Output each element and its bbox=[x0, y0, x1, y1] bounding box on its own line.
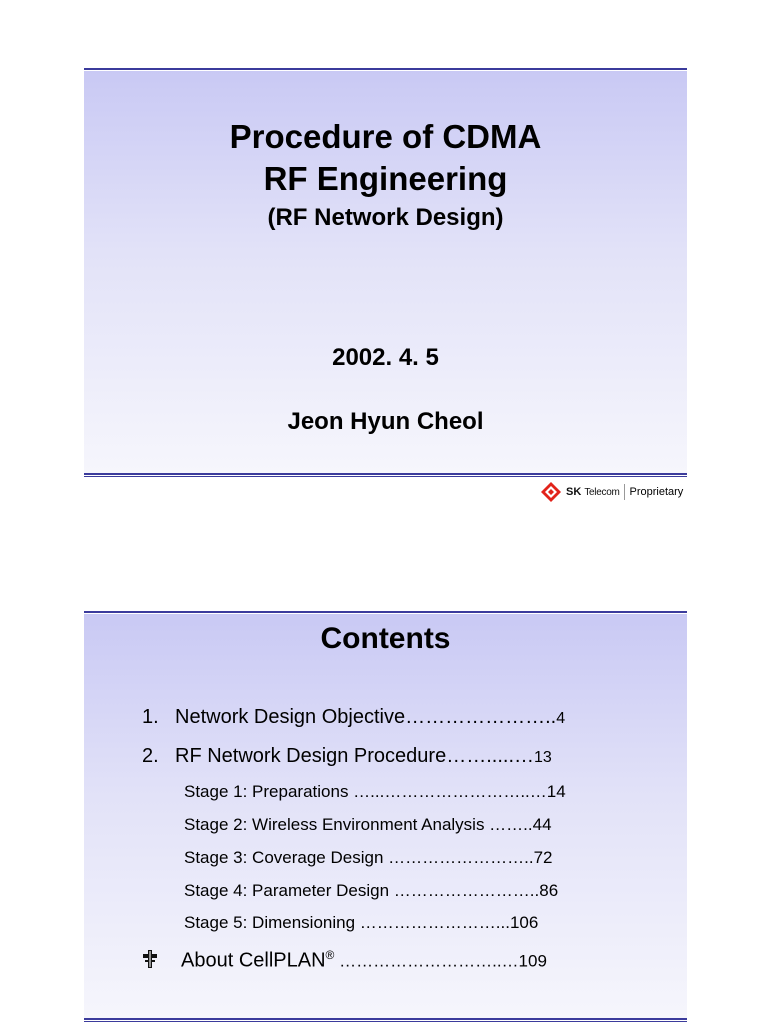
toc-subitem-page: 72 bbox=[533, 848, 553, 867]
toc-item-page: 13 bbox=[534, 749, 552, 766]
toc-item-1 bbox=[142, 706, 566, 729]
toc-item-label: RF Network Design Procedure bbox=[175, 745, 447, 767]
title-slide bbox=[84, 71, 687, 474]
cross-bullet-icon bbox=[142, 950, 158, 968]
subtitle: (RF Network Design) bbox=[267, 204, 504, 231]
toc-item-dots: ………………….. bbox=[405, 706, 557, 728]
logo-separator bbox=[624, 484, 625, 500]
toc-subitem-page: 106 bbox=[509, 913, 539, 932]
contents-title: Contents bbox=[320, 622, 451, 655]
title-line-2: RF Engineering bbox=[263, 160, 508, 197]
registered-mark: ® bbox=[325, 948, 335, 962]
toc-item-2 bbox=[142, 745, 552, 768]
toc-item-number: 2. bbox=[142, 745, 159, 767]
logo-text bbox=[566, 486, 619, 498]
toc-subitem-page: 14 bbox=[546, 782, 566, 801]
toc-item-dots: …….....… bbox=[446, 745, 535, 767]
toc-subitem-label: Stage 4: Parameter Design …………………….. bbox=[184, 881, 540, 900]
toc-item-label: Network Design Objective bbox=[175, 706, 406, 728]
toc-item-number: 1. bbox=[142, 706, 159, 728]
toc-subitem-label: Stage 3: Coverage Design …………………….. bbox=[184, 848, 534, 867]
toc-subitem-page: 44 bbox=[532, 815, 552, 834]
toc-subitem-label: Stage 5: Dimensioning ……………………... bbox=[184, 913, 510, 932]
title-line-1: Procedure of CDMA bbox=[229, 118, 542, 155]
proprietary-label: Proprietary bbox=[629, 486, 684, 498]
toc-item-page: 4 bbox=[556, 710, 566, 727]
toc-subitem-2 bbox=[184, 815, 552, 835]
toc-about-dots: ………………………..… bbox=[334, 951, 519, 971]
toc-subitem-1 bbox=[184, 782, 566, 802]
toc-subitem-5 bbox=[184, 913, 538, 933]
toc-subitem-label: Stage 2: Wireless Environment Analysis …….. bbox=[184, 815, 533, 834]
toc-about-page: 109 bbox=[518, 951, 547, 971]
toc-about-label: About CellPLAN bbox=[181, 949, 326, 972]
logo-sk: SK bbox=[566, 486, 582, 498]
bottom-rule-slide1 bbox=[84, 473, 687, 477]
bottom-rule-slide2 bbox=[84, 1018, 687, 1022]
toc-about-item bbox=[181, 948, 547, 973]
author: Jeon Hyun Cheol bbox=[287, 408, 484, 435]
toc-subitem-page: 86 bbox=[539, 881, 559, 900]
toc-subitem-4 bbox=[184, 881, 558, 901]
sk-logo-icon bbox=[540, 481, 562, 503]
footer-logo bbox=[540, 481, 683, 503]
toc-subitem-label: Stage 1: Preparations …...……………………..… bbox=[184, 782, 547, 801]
toc-subitem-3 bbox=[184, 848, 553, 868]
date: 2002. 4. 5 bbox=[332, 344, 439, 371]
logo-telecom: Telecom bbox=[584, 487, 620, 498]
